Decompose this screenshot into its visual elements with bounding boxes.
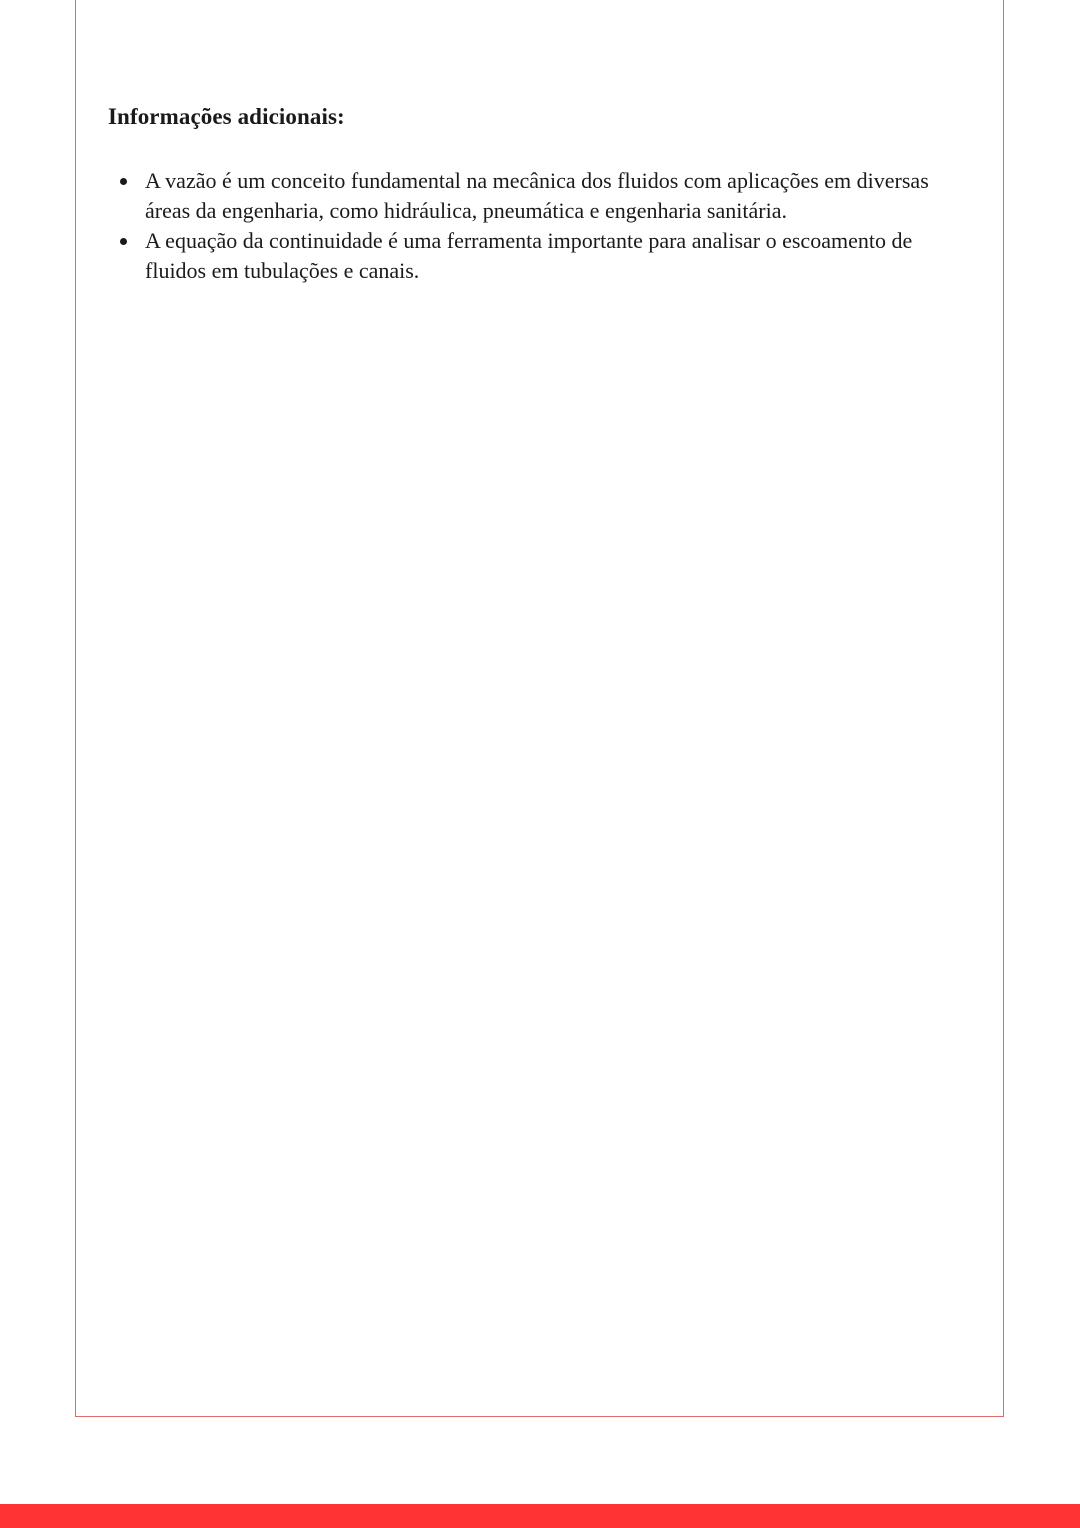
section-heading: Informações adicionais: [108, 104, 345, 129]
footer-bar [0, 1504, 1080, 1528]
bullet-list [108, 166, 968, 286]
bullet-text: A vazão é um conceito fundamental na mecânica dos fluidos com aplicações em diversas áreas da engenharia, como hidráulica, pneumática e engenharia sanitária. [145, 168, 929, 223]
bullet-text: A equação da continuidade é uma ferramenta importante para analisar o escoamento de fluidos em tubulações e canais. [145, 228, 913, 283]
bullet-dot-icon [120, 238, 127, 245]
bullet-item [108, 166, 968, 226]
bullet-dot-icon [120, 178, 127, 185]
bullet-item [108, 226, 968, 286]
